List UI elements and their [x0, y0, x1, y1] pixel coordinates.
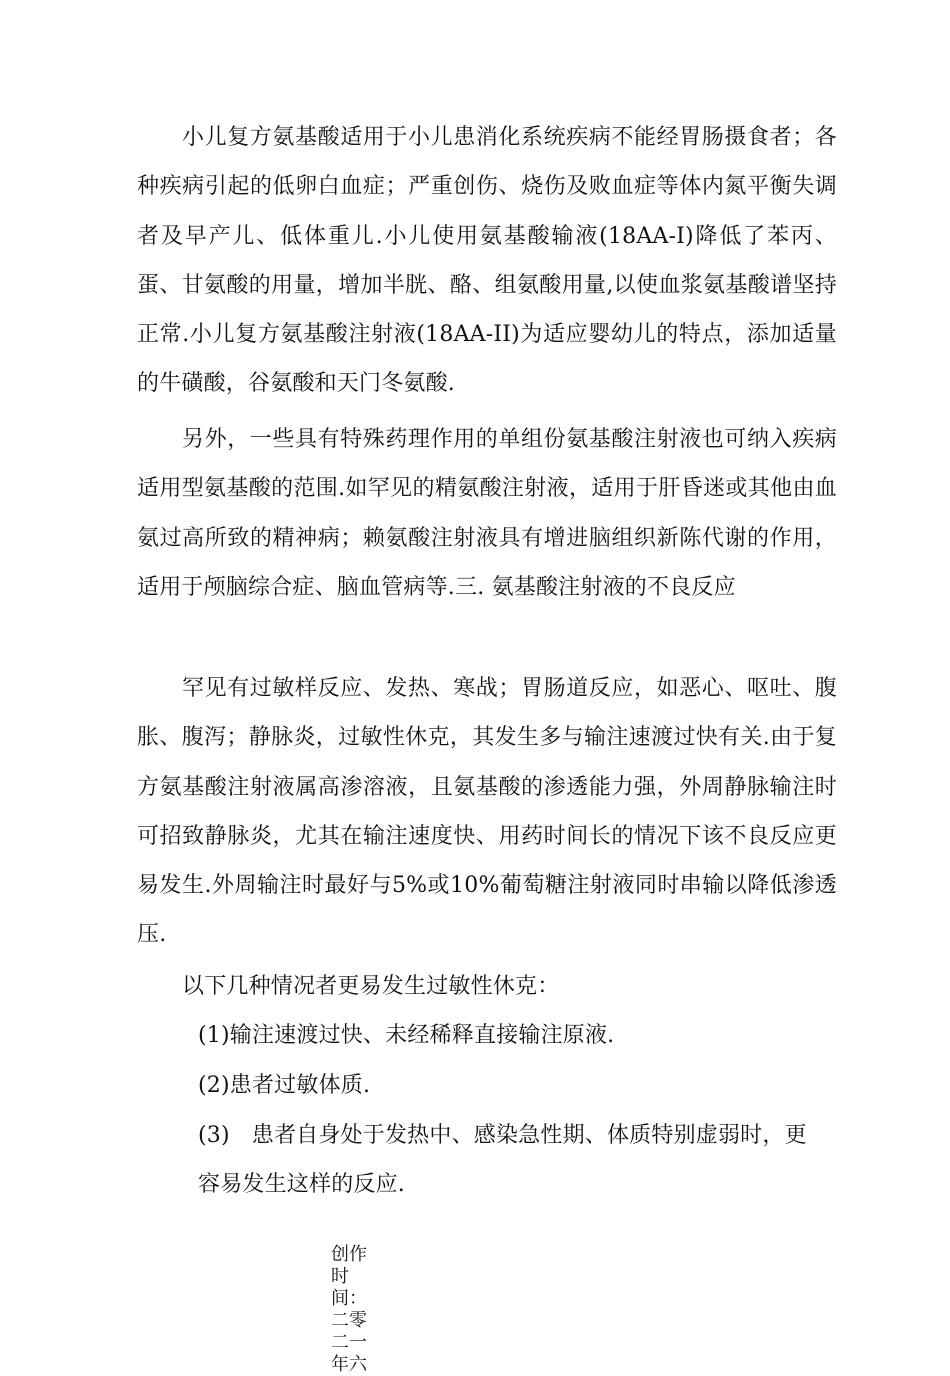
paragraph-single-component-injections: 另外，一些具有特殊药理作用的单组份氨基酸注射液也可纳入疾病适用型氨基酸的范围.如罕见的精氨酸注射液，适用于肝昏迷或其他由血氨过高所致的精神病；赖氨酸注射液具有增进脑组织新陈代谢的作用，适用于颅脑综合症、脑血管病等.三. 氨基酸注射液的不良反应	[137, 427, 837, 600]
list-item-number: (3)	[198, 1123, 230, 1148]
paragraph-adverse-reactions: 罕见有过敏样反应、发热、寒战；胃肠道反应，如恶心、呕吐、腹胀、腹泻；静脉炎，过敏性休克，其发生多与输注速渡过快有关.由于复方氨基酸注射液属高渗溶液，且氨基酸的渗透能力强，外周静脉输注时可招致静脉炎，尤其在输注速度快、用药时间长的情况下该不良反应更易发生.外周输注时最好与5%或10%葡萄糖注射液同时串输以降低渗透压.	[137, 676, 837, 948]
list-item-text: 患者自身处于发热中、感染急性期、体质特别虚弱时，更容易发生这样的反应.	[198, 1123, 807, 1198]
list-item-text: 患者过敏体质.	[229, 1073, 371, 1098]
list-item	[198, 1111, 823, 1210]
list-item-number: (1)	[198, 1023, 230, 1048]
paragraph-shock-conditions-intro: 以下几种情况者更易发生过敏性休克：	[182, 974, 560, 999]
list-item-number: (2)	[198, 1073, 230, 1098]
paragraph-pediatric-amino-acids: 小儿复方氨基酸适用于小儿患消化系统疾病不能经胃肠摄食者；各种疾病引起的低卵白血症；严重创伤、烧伤及败血症等体内氮平衡失调者及早产儿、低体重儿.小儿使用氨基酸输液(18AA-I)降低了苯丙、蛋、甘氨酸的用量，增加半胱、酪、组氨酸用量,以使血浆氨基酸谱坚持正常.小儿复方氨基酸注射液(18AA-II)为适应婴幼儿的特点，添加适量的牛磺酸，谷氨酸和天门冬氨酸.	[137, 125, 837, 397]
list-item	[198, 1011, 838, 1060]
list-item-text: 输注速渡过快、未经稀释直接输注原液.	[229, 1023, 615, 1048]
list-item	[198, 1061, 838, 1110]
creation-time-footer: 创作时间：二零二一年六	[331, 1244, 367, 1375]
